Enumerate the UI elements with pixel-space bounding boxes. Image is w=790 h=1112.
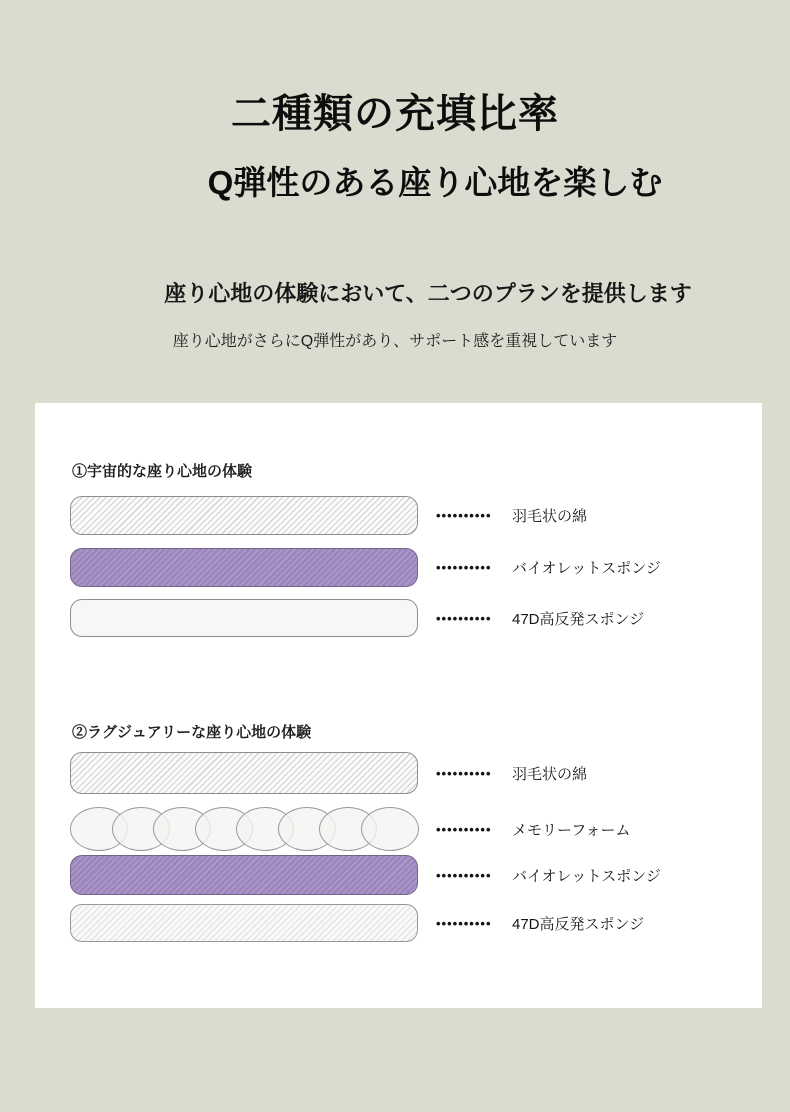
bar-memory-foam bbox=[70, 807, 418, 851]
dotted-leader: •••••••••• bbox=[436, 509, 492, 522]
bar-47d-sponge bbox=[70, 904, 418, 942]
dotted-leader: •••••••••• bbox=[436, 822, 492, 836]
layer-row-memory-foam bbox=[70, 807, 730, 851]
layer-row-47d-sponge-1 bbox=[70, 599, 730, 637]
page-description: 座り心地の体験において、二つのプランを提供します bbox=[164, 281, 692, 306]
layer-row-feather-cotton-2 bbox=[70, 752, 730, 794]
layer-label-47d-sponge: 47D高反発スポンジ bbox=[512, 610, 645, 628]
layer-row-violet-sponge-2 bbox=[70, 855, 730, 895]
layer-row-feather-cotton-1 bbox=[70, 496, 730, 535]
page-title: 二種類の充填比率 bbox=[231, 92, 559, 136]
layer-label-47d-sponge: 47D高反発スポンジ bbox=[512, 915, 645, 933]
bar-feather-cotton bbox=[70, 752, 418, 794]
bar-47d-sponge bbox=[70, 599, 418, 637]
dotted-leader: •••••••••• bbox=[436, 868, 492, 882]
layer-label-violet-sponge: バイオレットスポンジ bbox=[512, 867, 661, 885]
page-sub-description: 座り心地がさらにQ弾性があり、サポート感を重視しています bbox=[172, 333, 618, 350]
layer-label-feather-cotton: 羽毛状の綿 bbox=[512, 765, 588, 783]
bar-feather-cotton bbox=[70, 496, 418, 535]
bar-violet-sponge bbox=[70, 548, 418, 587]
dotted-leader: •••••••••• bbox=[436, 611, 492, 625]
bar-violet-sponge bbox=[70, 855, 418, 895]
layer-row-violet-sponge-1 bbox=[70, 548, 730, 587]
dotted-leader: •••••••••• bbox=[436, 561, 492, 574]
section-2-heading: ②ラグジュアリーな座り心地の体験 bbox=[72, 724, 312, 741]
layer-label-feather-cotton: 羽毛状の綿 bbox=[512, 508, 588, 525]
dotted-leader: •••••••••• bbox=[436, 916, 492, 930]
memory-foam-bubble bbox=[361, 807, 419, 851]
dotted-leader: •••••••••• bbox=[436, 766, 492, 780]
section-1-heading: ①宇宙的な座り心地の体験 bbox=[72, 463, 253, 480]
diagram-card bbox=[35, 403, 762, 1008]
layer-row-47d-sponge-2 bbox=[70, 904, 730, 942]
layer-label-violet-sponge: バイオレットスポンジ bbox=[512, 560, 661, 577]
page-subtitle: Q弾性のある座り心地を楽しむ bbox=[207, 164, 663, 201]
layer-label-memory-foam: メモリーフォーム bbox=[512, 821, 631, 839]
